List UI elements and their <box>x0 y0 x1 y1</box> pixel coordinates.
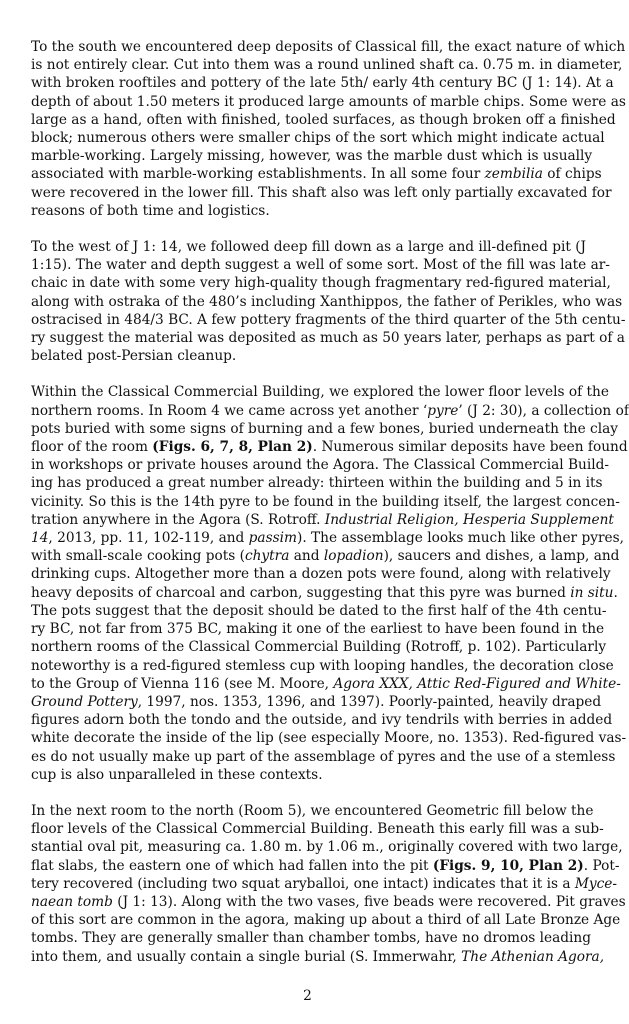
text-run: is not entirely clear. Cut into them was a round unlined shaft ca. 0.75 m. in diameter, <box>31 57 623 74</box>
text-line <box>31 493 620 511</box>
text-run: . Numerous similar deposits have been found <box>312 439 628 456</box>
bold-run: (Figs. 9, 10, Plan 2) <box>432 857 584 874</box>
text-run: into them, and usually contain a single burial (S. Immerwahr, <box>31 948 462 965</box>
text-run: drinking cups. Altogether more than a dozen pots were found, along with relatively <box>31 566 611 583</box>
text-run: . Pot- <box>583 857 620 874</box>
text-run: large as a hand, often with finished, tooled surfaces, as though broken off a finished <box>31 111 616 128</box>
text-run: belated post-Persian cleanup. <box>31 348 237 365</box>
text-run: floor of the room <box>31 439 153 456</box>
text-run: , 2013, pp. 11, 102-119, and <box>48 530 249 547</box>
text-line <box>31 565 611 583</box>
text-line <box>31 875 617 893</box>
text-run: tration anywhere in the Agora (S. Rotroff. <box>31 511 325 528</box>
text-line <box>31 729 627 747</box>
text-run: reasons of both time and logistics. <box>31 202 270 219</box>
italic-run: Agora XXX, Attic Red-Figured and White- <box>333 675 621 692</box>
paragraph <box>31 383 629 783</box>
text-line <box>31 748 616 766</box>
italic-run: Ground Pottery <box>31 693 138 710</box>
text-run: northern rooms. In Room 4 we came across yet another ‘ <box>31 402 428 419</box>
text-run: The pots suggest that the deposit should be dated to the first half of the 4th centu- <box>31 602 607 619</box>
text-run: 1:15). The water and depth suggest a well of some sort. Most of the fill was late ar- <box>31 257 610 274</box>
italic-run: passim <box>248 530 297 547</box>
text-line <box>31 638 607 656</box>
text-line <box>31 383 609 401</box>
text-run: Within the Classical Commercial Building, we explored the lower floor levels of the <box>31 384 609 401</box>
text-run: with small-scale cooking pots ( <box>31 548 245 565</box>
text-line <box>31 311 626 329</box>
text-line <box>31 693 602 711</box>
text-run: ), saucers and dishes, a lamp, and <box>383 548 620 565</box>
text-run: noteworthy is a red-figured stemless cup with looping handles, the decoration close <box>31 657 614 674</box>
text-run: ry suggest the material was deposited as much as 50 years later, perhaps as part of a <box>31 330 625 347</box>
bold-run: (Figs. 6, 7, 8, Plan 2) <box>152 439 313 456</box>
italic-run: Industrial Religion, Hesperia Supplement <box>324 511 614 528</box>
text-run: ing has produced a great number already: thirteen within the building and 5 in its <box>31 475 603 492</box>
text-line <box>31 838 623 856</box>
text-line <box>31 820 604 838</box>
text-line <box>31 202 583 220</box>
text-line <box>31 511 614 529</box>
text-run: block; numerous others were smaller chips of the sort which might indicate actual <box>31 130 605 147</box>
text-line <box>31 456 609 474</box>
text-line <box>31 620 605 638</box>
text-line <box>31 602 607 620</box>
text-run: marble-working. Largely missing, however, was the marble dust which is usually <box>31 148 593 165</box>
text-line <box>31 165 602 183</box>
text-line <box>31 293 623 311</box>
text-run: pots buried with some signs of burning and a few bones, buried underneath the clay <box>31 420 618 437</box>
text-line <box>31 438 628 456</box>
text-line <box>31 38 626 56</box>
text-run: To the west of J 1: 14, we followed deep fill down as a large and ill-defined pit (J <box>31 239 587 256</box>
text-line <box>31 256 610 274</box>
text-run: along with ostraka of the 480’s including Xanthippos, the father of Perikles, who was <box>31 293 623 310</box>
text-line <box>31 584 618 602</box>
text-run: ’ (J 2: 30), a collection of <box>458 402 629 419</box>
text-run: . <box>613 584 618 601</box>
italic-run: Myce- <box>574 875 617 892</box>
text-line <box>31 347 583 365</box>
paragraph <box>31 802 626 966</box>
text-run: to the Group of Vienna 116 (see M. Moore, <box>31 675 334 692</box>
text-run: tombs. They are generally smaller than chamber tombs, have no dromos leading <box>31 930 592 947</box>
text-run: northern rooms of the Classical Commercial Building (Rotroff, p. 102). Particularly <box>31 639 607 656</box>
text-run: with broken rooftiles and pottery of the late 5th/ early 4th century BC (J 1: 14). At a <box>31 75 614 92</box>
text-line <box>31 184 612 202</box>
italic-run: in situ <box>570 584 614 601</box>
text-run: heavy deposits of charcoal and carbon, suggesting that this pyre was burned <box>31 584 571 601</box>
text-run: vicinity. So this is the 14th pyre to be found in the building itself, the largest concen- <box>31 493 620 510</box>
text-run: of this sort are common in the agora, making up about a third of all Late Bronze Age <box>31 912 621 929</box>
text-run: associated with marble-working establishments. In all some four <box>31 166 485 183</box>
text-line <box>31 766 583 784</box>
text-line <box>31 147 593 165</box>
text-line <box>31 329 625 347</box>
text-line <box>31 675 621 693</box>
text-run: white decorate the inside of the lip (see especially Moore, no. 1353). Red-figured vas- <box>31 730 627 747</box>
text-line <box>31 547 620 565</box>
text-line <box>31 893 626 911</box>
text-run: floor levels of the Classical Commercial Building. Beneath this early fill was a sub- <box>31 821 604 838</box>
text-run: (J 1: 13). Along with the two vases, five beads were recovered. Pit graves <box>112 893 626 910</box>
paragraph <box>31 238 626 365</box>
text-run: depth of about 1.50 meters it produced large amounts of marble chips. Some were as <box>31 93 626 110</box>
text-line <box>31 711 613 729</box>
text-run: chaic in date with some very high-quality though fragmentary red-figured material, <box>31 275 611 292</box>
text-run: in workshops or private houses around the Agora. The Classical Commercial Build- <box>31 457 609 474</box>
text-run: ry BC, not far from 375 BC, making it one of the earliest to have been found in the <box>31 621 605 638</box>
text-run: To the south we encountered deep deposits of Classical fill, the exact nature of which <box>31 39 626 55</box>
italic-run: chytra <box>244 548 290 565</box>
text-line <box>31 74 614 92</box>
text-line <box>31 420 618 438</box>
text-line <box>31 238 587 256</box>
italic-run: zembilia <box>484 166 543 183</box>
text-run: , 1997, nos. 1353, 1396, and 1397). Poorly-painted, heavily draped <box>137 693 602 710</box>
text-line <box>31 56 623 74</box>
text-run: cup is also unparalleled in these contexts. <box>31 766 323 783</box>
text-run: ostracised in 484/3 BC. A few pottery fragments of the third quarter of the 5th centu- <box>31 311 626 328</box>
italic-run: naean tomb <box>31 893 113 910</box>
text-line <box>31 111 616 129</box>
text-run: stantial oval pit, measuring ca. 1.80 m. by 1.06 m., originally covered with two large, <box>31 839 623 856</box>
document-body <box>31 38 629 984</box>
text-line <box>31 402 629 420</box>
italic-run: pyre <box>427 402 459 419</box>
text-line <box>31 129 605 147</box>
text-run: es do not usually make up part of the assemblage of pyres and the use of a stemless <box>31 748 616 765</box>
text-line <box>31 274 611 292</box>
text-line <box>31 911 621 929</box>
text-line <box>31 657 614 675</box>
text-line <box>31 802 594 820</box>
text-run: were recovered in the lower fill. This shaft also was left only partially excavated for <box>31 184 612 201</box>
text-line <box>31 929 592 947</box>
text-line <box>31 474 603 492</box>
text-run: figures adorn both the tondo and the outside, and ivy tendrils with berries in added <box>31 712 613 729</box>
text-run: In the next room to the north (Room 5), we encountered Geometric fill below the <box>31 802 594 819</box>
text-run: of chips <box>542 166 602 183</box>
text-run: flat slabs, the eastern one of which had fallen into the pit <box>31 857 433 874</box>
text-line <box>31 857 620 875</box>
text-run: and <box>289 548 324 565</box>
italic-run: 14 <box>31 530 49 547</box>
page-number: 2 <box>303 988 312 1004</box>
italic-run: lopadion <box>323 548 384 565</box>
text-run: ). The assemblage looks much like other pyres, <box>297 530 624 547</box>
text-line <box>31 948 605 966</box>
paragraph <box>31 38 626 220</box>
text-run: tery recovered (including two squat aryballoi, one intact) indicates that it is a <box>31 875 575 892</box>
italic-run: The Athenian Agora, <box>461 948 605 965</box>
text-line <box>31 93 626 111</box>
text-line <box>31 529 624 547</box>
